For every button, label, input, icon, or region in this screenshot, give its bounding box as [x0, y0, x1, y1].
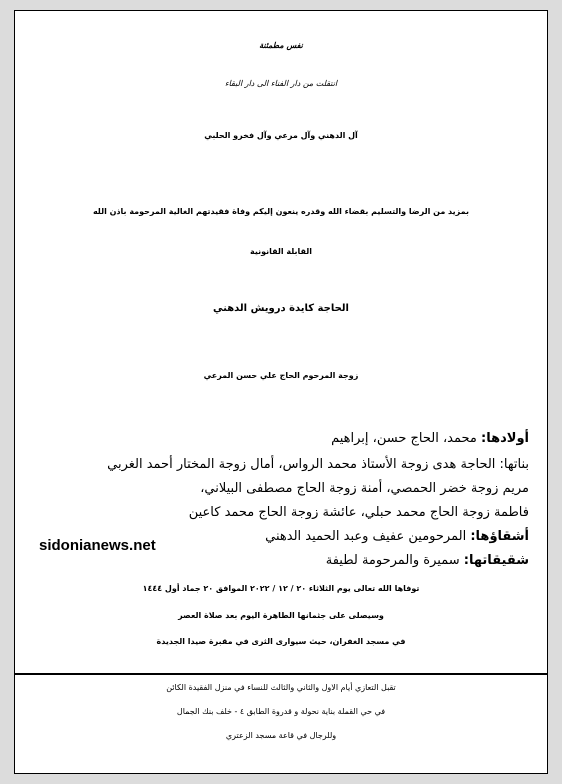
sisters-label: شقيقاتها:: [463, 553, 529, 568]
brothers-names: المرحومين عفيف وعبد الحميد الدهني: [265, 529, 467, 544]
sons-label: أولادها:: [481, 431, 529, 446]
death-date: توفاها الله تعالى يوم الثلاثاء ٢٠ / ١٢ / ٢٠٢٢ الموافق ٢٠ جماد أول ١٤٤٤: [142, 584, 420, 593]
obituary-notice: [14, 10, 548, 774]
condolences-line-2: في حي القملة بناية نحولة و قدروة الطابق ٤ - خلف بنك الجمال: [176, 707, 386, 716]
deceased-profession: القابلة القانونية: [249, 247, 313, 256]
sisters-line: [29, 553, 529, 568]
announcement-text: بمزيد من الرضا والتسليم بقضاء الله وقدره ينعون إليكم وفاة فقيدتهم الغالية المرحومة باذن الله: [92, 207, 470, 216]
condolences-line-3: وللرجال في قاعة مسجد الزعتري: [225, 731, 337, 740]
brothers-label: أشقاؤها:: [470, 529, 529, 544]
condolences-section: [15, 673, 547, 775]
daughters-line-2: مريم زوجة خضر الحمصي، أمنة زوجة الحاج مصطفى البيلاني،: [200, 481, 529, 496]
daughters-line-3: فاطمة زوجة الحاج محمد حبلي، عائشة زوجة الحاج محمد كاعين: [188, 505, 529, 520]
daughters-line-1: بناتها: الحاجة هدى زوجة الأستاذ محمد الرواس، أمال زوجة المختار أحمد الغربي: [107, 457, 529, 472]
obituary-main-section: [15, 11, 547, 666]
sons-names: محمد، الحاج حسن، إبراهيم: [331, 431, 477, 446]
family-names: آل الدهني وآل مرعي وآل فخرو الحلبي: [204, 131, 358, 140]
website-watermark: sidonianews.net: [39, 537, 156, 554]
opening-phrase: انتقلت من دار الفناء الى دار البقاء: [224, 79, 338, 88]
opening-verse: نفس مطمئنة: [259, 41, 303, 50]
funeral-prayer: وسيصلى على جثمانها الطاهرة اليوم بعد صلاة العصر: [178, 611, 384, 620]
sons-line: [29, 431, 529, 446]
burial-location: في مسجد الغفران، حيث سيوارى الثرى في مقبرة صيدا الجديدة: [156, 637, 406, 646]
sisters-names: سميرة والمرحومة لطيفة: [325, 553, 460, 568]
condolences-line-1: تقبل التعازي أيام الاول والثاني والثالث للنساء في منزل الفقيدة الكائن: [166, 683, 396, 692]
deceased-husband: زوجة المرحوم الحاج علي حسن المرعي: [203, 371, 359, 380]
deceased-name: الحاجة كايدة درويش الدهني: [213, 303, 349, 314]
